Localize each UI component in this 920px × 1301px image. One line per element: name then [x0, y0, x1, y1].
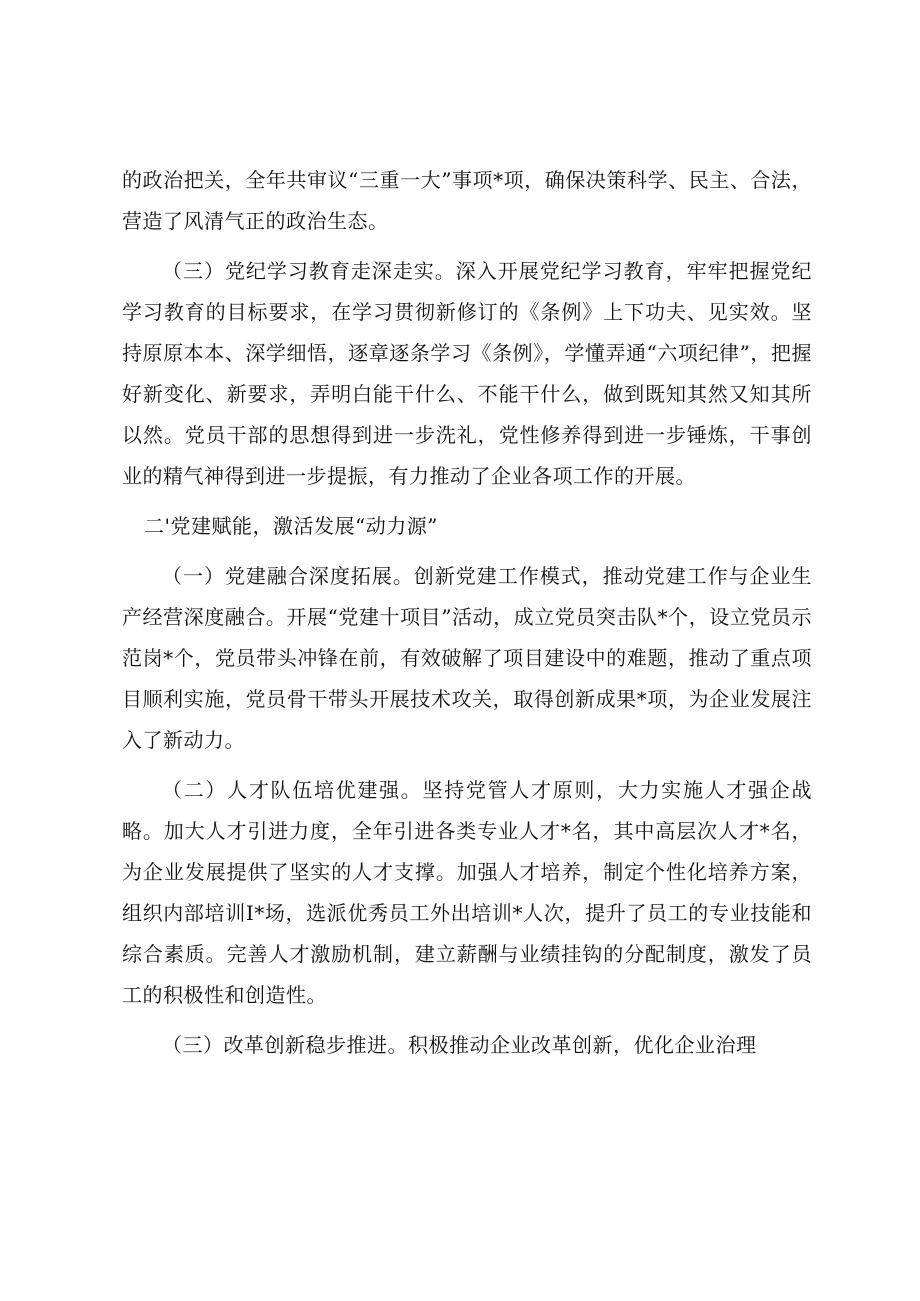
document-page — [122, 160, 812, 1066]
paragraph-talent-team: （二）人才队伍培优建强。坚持党管人才原则，大力实施人才强企战略。加大人才引进力度，全年引进各类专业人才*名，其中高层次人才*名，为企业发展提供了坚实的人才支撑。加强人才培养，制定个性化培养方案，组织内部培训I*场，选派优秀员工外出培训*人次，提升了员工的专业技能和综合素质。完善人才激励机制，建立薪酬与业绩挂钩的分配制度，激发了员工的积极性和创造性。 — [122, 778, 812, 1007]
paragraph-gap — [122, 1016, 812, 1025]
paragraph-gap — [122, 497, 812, 506]
section-heading: 二'党建赋能，激活发展“动力源” — [144, 514, 438, 538]
paragraph-party-discipline-education: （三）党纪学习教育走深走实。深入开展党纪学习教育，牢牢把握党纪学习教育的目标要求，在学习贯彻新修订的《条例》上下功夫、见实效。坚持原原本本、深学细悟，逐章逐条学习《条例》，学懂弄通“六项纪律”，把握好新变化、新要求，弄明白能干什么、不能干什么，做到既知其然又知其所以然。党员干部的思想得到进一步洗礼，党性修养得到进一步锤炼，干事创业的精气神得到进一步提振，有力推动了企业各项工作的开展。 — [122, 259, 812, 488]
paragraph-gap — [122, 547, 812, 556]
paragraph-continuation: 的政治把关，全年共审议“三重一大”事项*项，确保决策科学、民主、合法，营造了风清气正的政治生态。 — [122, 168, 812, 233]
paragraph-gap — [122, 242, 812, 251]
paragraph-party-building-integration: （一）党建融合深度拓展。创新党建工作模式，推动党建工作与企业生产经营深度融合。开展“党建十项目”活动，成立党员突击队*个，设立党员示范岗*个，党员带头冲锋在前，有效破解了项目建设中的难题，推动了重点项目顺利实施，党员骨干带头开展技术攻关，取得创新成果*项，为企业发展注入了新动力。 — [122, 564, 812, 752]
paragraph-reform-innovation: （三）改革创新稳步推进。积极推动企业改革创新，优化企业治理 — [162, 1033, 757, 1057]
paragraph-gap — [122, 761, 812, 770]
